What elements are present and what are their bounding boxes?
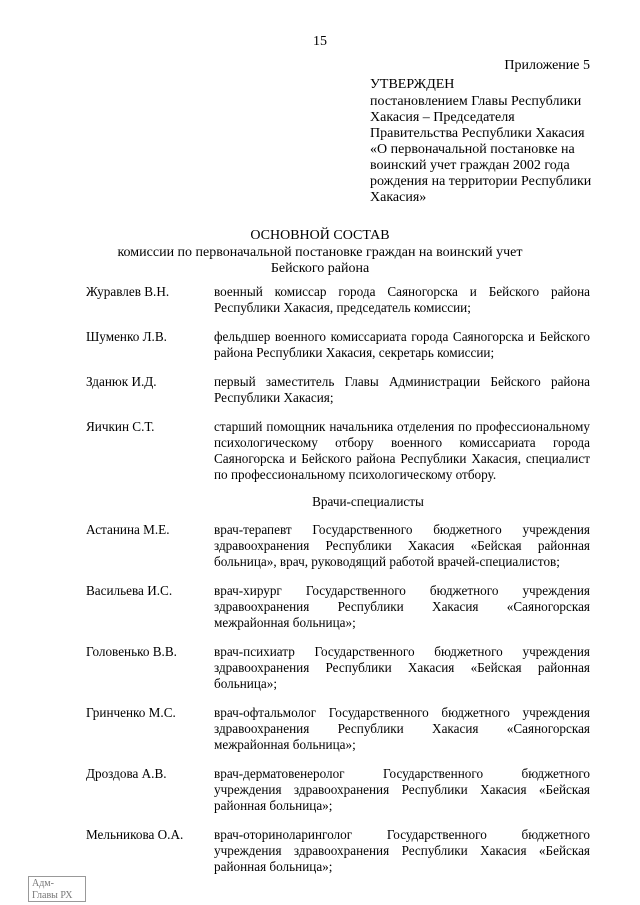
title-main: ОСНОВНОЙ СОСТАВ [250, 228, 390, 243]
doctor-role: врач-дерматовенеролог Государственного бюджетного учреждения здравоохранения Республики Хакасия «Бейская районная больница»; [214, 766, 590, 813]
doctors-heading: Врачи-специалисты [312, 494, 424, 509]
doctor-name: Головенько В.В. [86, 644, 177, 659]
member-role: старший помощник начальника отделения по профессиональному психологическому отбору военного комиссариата города Саяногорска и Бейского района Республики Хакасия, специалист по профессиональному психологическому отбору. [214, 419, 590, 482]
doctor-row [86, 583, 590, 631]
member-row [86, 374, 590, 406]
doctor-name: Дроздова А.В. [86, 766, 167, 781]
doctor-row [86, 827, 590, 875]
approval-heading: УТВЕРЖДЕН [370, 77, 455, 92]
doctor-name: Гринченко М.С. [86, 705, 176, 720]
doctor-row [86, 766, 590, 814]
member-name: Зданюк И.Д. [86, 374, 157, 389]
doctor-name: Васильева И.С. [86, 583, 173, 598]
title-district: Бейского района [270, 261, 370, 276]
commission-members [86, 284, 590, 888]
registration-stamp [28, 876, 86, 902]
title-subtitle: комиссии по первоначальной постановке граждан на воинский учет [117, 245, 523, 260]
doctor-role: врач-оториноларинголог Государственного бюджетного учреждения здравоохранения Республики Хакасия «Бейская районная больница»; [214, 827, 590, 874]
approval-line: рождения на территории Республики [370, 174, 592, 189]
member-name: Шуменко Л.В. [86, 329, 167, 344]
doctor-role: врач-хирург Государственного бюджетного учреждения здравоохранения Республики Хакасия «Саяногорская межрайонная больница»; [214, 583, 590, 630]
approval-line: Хакасия» [370, 190, 427, 205]
approval-block [370, 77, 600, 206]
member-role: военный комиссар города Саяногорска и Бейского района Республики Хакасия, председатель комиссии; [214, 284, 590, 315]
member-role: фельдшер военного комиссариата города Саяногорска и Бейского района Республики Хакасия, секретарь комиссии; [214, 329, 590, 360]
approval-line: воинский учет граждан 2002 года [370, 158, 570, 173]
doctor-row [86, 522, 590, 570]
member-name: Журавлев В.Н. [86, 284, 170, 299]
member-row [86, 284, 590, 316]
doctor-row [86, 705, 590, 753]
member-name: Яичкин С.Т. [86, 419, 155, 434]
doctor-name: Мельникова О.А. [86, 827, 184, 842]
page-number: 15 [313, 34, 327, 49]
doctor-name: Астанина М.Е. [86, 522, 170, 537]
appendix-label: Приложение 5 [504, 58, 590, 73]
approval-line: постановлением Главы Республики [370, 94, 582, 109]
doctor-role: врач-офтальмолог Государственного бюджетного учреждения здравоохранения Республики Хакасия «Саяногорская межрайонная больница»; [214, 705, 590, 752]
stamp-line: Главы РХ [32, 890, 73, 901]
document-title [0, 228, 640, 277]
member-role: первый заместитель Главы Администрации Бейского района Республики Хакасия; [214, 374, 590, 405]
approval-line: Хакасия – Председателя [370, 110, 515, 125]
member-row [86, 419, 590, 483]
doctor-role: врач-терапевт Государственного бюджетного учреждения здравоохранения Республики Хакасия «Бейская районная больница», врач, руководящий работой врачей-специалистов; [214, 522, 590, 569]
doctor-role: врач-психиатр Государственного бюджетного учреждения здравоохранения Республики Хакасия «Бейская районная больница»; [214, 644, 590, 691]
member-row [86, 329, 590, 361]
approval-line: Правительства Республики Хакасия [370, 126, 585, 141]
approval-line: «О первоначальной постановке на [370, 142, 575, 157]
stamp-line: Адм- [32, 878, 54, 889]
doctor-row [86, 644, 590, 692]
